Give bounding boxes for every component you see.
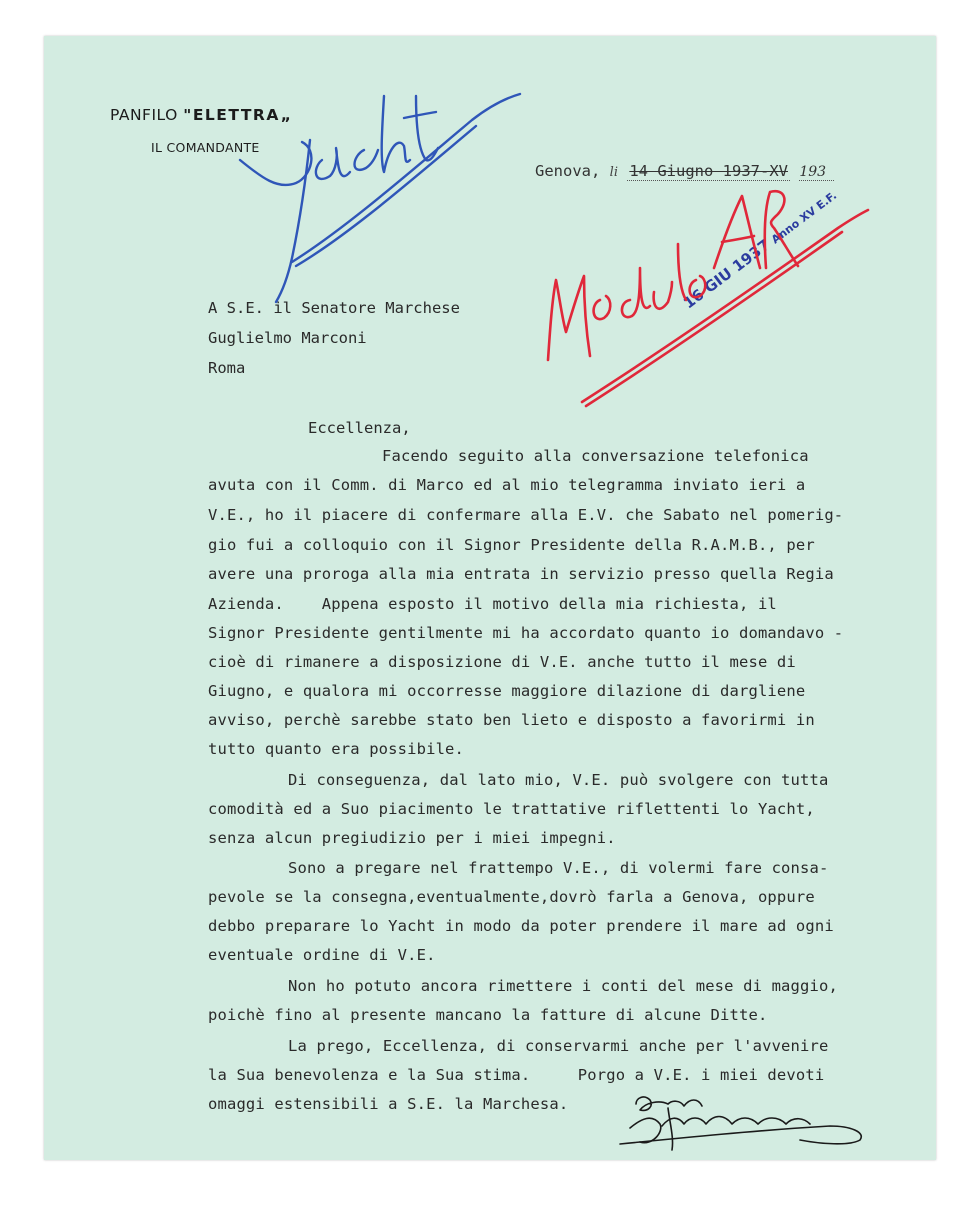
dateline-li: li [609, 165, 618, 180]
stamp-date: 16 GIU 1937 [680, 235, 774, 313]
body-line: omaggi estensibili a S.E. la Marchesa. [208, 1095, 569, 1113]
recipient-line-2: Guglielmo Marconi [208, 329, 367, 347]
body-line: Non ho potuto ancora rimettere i conti del mese di maggio, [288, 977, 838, 995]
body-line: V.E., ho il piacere di confermare alla E.V. che Sabato nel pomerig- [208, 506, 844, 524]
body-line: Giugno, e qualora mi occorresse maggiore dilazione di dargliene [208, 682, 806, 700]
stamp-anno: Anno XV E.F. [768, 188, 840, 247]
signature-handwritten [620, 1097, 861, 1150]
body-line: avuta con il Comm. di Marco ed al mio telegramma inviato ieri a [208, 476, 806, 494]
salutation: Eccellenza, [308, 419, 411, 437]
body-line: Signor Presidente gentilmente mi ha accordato quanto io domandavo - [208, 624, 844, 642]
dateline-year: 193 [799, 164, 834, 181]
recipient-line-1: A S.E. il Senatore Marchese [208, 299, 460, 317]
red-pencil-modulo-annotation [548, 188, 868, 406]
body-line: la Sua benevolenza e la Sua stima. Porgo a V.E. i miei devoti [208, 1066, 825, 1084]
body-line: poichè fino al presente mancano la fatture di alcune Ditte. [208, 1006, 768, 1024]
body-line: Sono a pregare nel frattempo V.E., di volermi fare consa- [288, 859, 829, 877]
body-line: Azienda. Appena esposto il motivo della mia richiesta, il [208, 595, 777, 613]
body-line: tutto quanto era possibile. [208, 740, 465, 758]
body-line: debbo preparare lo Yacht in modo da poter prendere il mare ad ogni [208, 917, 834, 935]
body-line: comodità ed a Suo piacimento le trattative riflettenti lo Yacht, [208, 800, 815, 818]
letterhead-vessel-name: "ELETTRA„ [183, 106, 293, 124]
recipient-line-3: Roma [208, 359, 246, 377]
body-line: cioè di rimanere a disposizione di V.E. anche tutto il mese di [208, 653, 796, 671]
dateline-city: Genova, [535, 162, 601, 180]
body-line: avere una proroga alla mia entrata in servizio presso quella Regia [208, 565, 834, 583]
body-line: senza alcun pregiudizio per i miei impegni. [208, 829, 616, 847]
body-line: Di conseguenza, dal lato mio, V.E. può svolgere con tutta [288, 771, 829, 789]
blue-pencil-yacht-annotation [240, 94, 520, 302]
letterhead-role: IL COMANDANTE [151, 140, 260, 155]
body-line: avviso, perchè sarebbe stato ben lieto e disposto a favorirmi in [208, 711, 815, 729]
body-line: gio fui a colloquio con il Signor Presidente della R.A.M.B., per [208, 536, 815, 554]
dateline-date: 14 Giugno 1937-XV [629, 162, 788, 180]
body-line: Facendo seguito alla conversazione telefonica [382, 447, 809, 465]
letterhead-prefix: PANFILO [110, 106, 184, 124]
body-line: eventuale ordine di V.E. [208, 946, 436, 964]
body-line: La prego, Eccellenza, di conservarmi anche per l'avvenire [288, 1037, 829, 1055]
body-line: pevole se la consegna,eventualmente,dovrò farla a Genova, oppure [208, 888, 815, 906]
